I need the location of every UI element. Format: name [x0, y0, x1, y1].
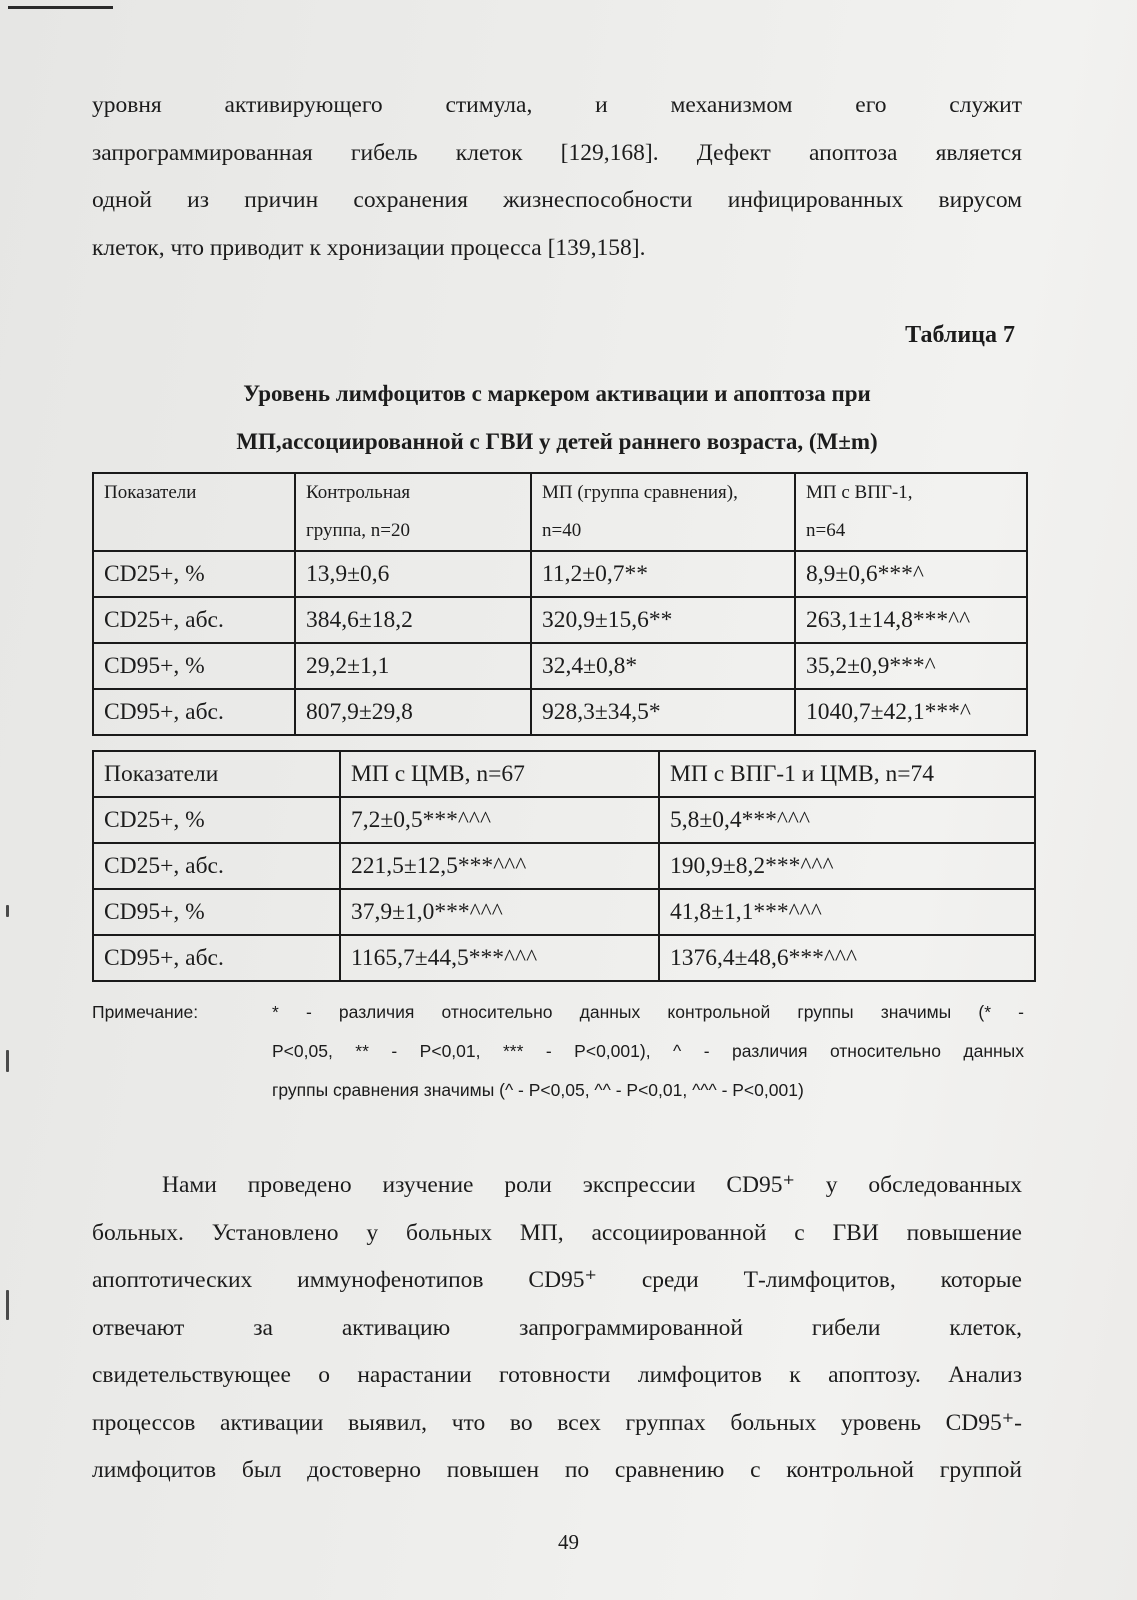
table-cell: 32,4±0,8* — [531, 643, 795, 689]
note-label: Примечание: — [92, 1002, 199, 1022]
paragraph-intro — [92, 82, 1022, 272]
data-table-2 — [92, 750, 1036, 982]
paragraph-line — [92, 82, 1022, 130]
word: отвечают — [92, 1314, 185, 1341]
table-title-line: Уровень лимфоцитов с маркером активации и апоптоза при — [243, 381, 871, 406]
table-cell: CD25+, абс. — [93, 843, 340, 889]
header-cell: Контрольная группа, n=20 — [295, 473, 531, 551]
table-cell: 8,9±0,6***^ — [795, 551, 1027, 597]
table-cell: 384,6±18,2 — [295, 597, 531, 643]
table-cell: CD95+, абс. — [93, 935, 340, 981]
paragraph-line: одной из причин сохранения жизнеспособности инфицированных вирусом — [92, 187, 1022, 213]
table-cell: 11,2±0,7** — [531, 551, 795, 597]
paragraph-line: свидетельствующее о нарастании готовности лимфоцитов к апоптозу. Анализ — [92, 1362, 1022, 1388]
paragraph-line: запрограммированная гибель клеток [129,168]. Дефект апоптоза является — [92, 139, 1022, 166]
table-cell: CD25+, абс. — [93, 597, 295, 643]
table-cell: 1040,7±42,1***^ — [795, 689, 1027, 735]
paragraph-line: апоптотических иммунофенотипов CD95⁺ среди Т-лимфоцитов, которые — [92, 1267, 1022, 1293]
table-row — [93, 551, 1027, 597]
table-cell: 35,2±0,9***^ — [795, 643, 1027, 689]
header-cell: МП с ВПГ-1, n=64 — [795, 473, 1027, 551]
table-cell: CD95+, % — [93, 643, 295, 689]
table-cell: 13,9±0,6 — [295, 551, 531, 597]
page-number: 49 — [558, 1530, 579, 1554]
header-cell: Показатели — [93, 751, 340, 797]
table-row — [93, 643, 1027, 689]
note-line: P<0,05, ** - P<0,01, *** - P<0,001), ^ - различия относительно данных — [272, 1041, 1024, 1061]
word: и — [595, 92, 608, 118]
scan-corner-mark — [8, 6, 113, 9]
table-cell: 41,8±1,1***^^^ — [659, 889, 1035, 935]
note-text — [272, 993, 1024, 1110]
table-header-row — [93, 751, 1035, 797]
scan-edge-mark — [6, 1290, 9, 1320]
word: за — [253, 1314, 273, 1341]
word: активацию — [341, 1314, 451, 1341]
table-cell: 5,8±0,4***^^^ — [659, 797, 1035, 843]
table-row — [93, 935, 1035, 981]
header-cell: МП с ВПГ-1 и ЦМВ, n=74 — [659, 751, 1035, 797]
table-cell: 1376,4±48,6***^^^ — [659, 935, 1035, 981]
table-cell: CD95+, % — [93, 889, 340, 935]
table-cell: 928,3±34,5* — [531, 689, 795, 735]
table-title — [92, 370, 1022, 466]
word: гибели — [811, 1314, 881, 1341]
paragraph-line: больных. Установлено у больных МП, ассоциированной с ГВИ повышение — [92, 1219, 1022, 1246]
word: активирующего — [224, 92, 383, 118]
table-cell: CD95+, абс. — [93, 689, 295, 735]
word: запрограммированной — [519, 1314, 743, 1341]
table-cell: 7,2±0,5***^^^ — [340, 797, 659, 843]
header-cell: МП (группа сравнения), n=40 — [531, 473, 795, 551]
word: механизмом — [670, 92, 793, 118]
note-line: * - различия относительно данных контрольной группы значимы (* - — [272, 1002, 1024, 1022]
table-cell: 221,5±12,5***^^^ — [340, 843, 659, 889]
paragraph-line: клеток, что приводит к хронизации процесса [139,158]. — [92, 234, 646, 261]
table-row — [93, 889, 1035, 935]
note-line: группы сравнения значимы (^ - P<0,05, ^^ - P<0,01, ^^^ - P<0,001) — [272, 1080, 804, 1100]
word: уровня — [92, 92, 162, 118]
table-cell: 1165,7±44,5***^^^ — [340, 935, 659, 981]
word: его — [855, 92, 887, 118]
table-row — [93, 843, 1035, 889]
word: клеток, — [949, 1314, 1022, 1341]
paragraph-analysis — [92, 1162, 1022, 1495]
table-cell: 807,9±29,8 — [295, 689, 531, 735]
word: стимула, — [445, 92, 533, 118]
table-cell: 320,9±15,6** — [531, 597, 795, 643]
table-row — [93, 597, 1027, 643]
paragraph-line: лимфоцитов был достоверно повышен по сравнению с контрольной группой — [92, 1457, 1022, 1483]
table-cell: CD25+, % — [93, 797, 340, 843]
table-cell: 29,2±1,1 — [295, 643, 531, 689]
table-row — [93, 797, 1035, 843]
table-title-line: МП,ассоциированной с ГВИ у детей раннего возраста, (M±m) — [236, 429, 878, 454]
header-cell: МП с ЦМВ, n=67 — [340, 751, 659, 797]
scan-edge-mark — [6, 1050, 9, 1072]
data-table-1 — [92, 472, 1028, 736]
paragraph-line — [92, 1305, 1022, 1353]
table-header-row — [93, 473, 1027, 551]
table-row — [93, 689, 1027, 735]
table-label: Таблица 7 — [905, 322, 1015, 348]
paragraph-line: Нами проведено изучение роли экспрессии CD95⁺ у обследованных — [162, 1172, 1022, 1198]
header-cell: Показатели — [93, 473, 295, 551]
table-cell: 190,9±8,2***^^^ — [659, 843, 1035, 889]
scan-edge-mark — [6, 905, 9, 917]
paragraph-line: процессов активации выявил, что во всех группах больных уровень CD95⁺- — [92, 1409, 1022, 1436]
table-cell: 37,9±1,0***^^^ — [340, 889, 659, 935]
table-cell: 263,1±14,8***^^ — [795, 597, 1027, 643]
word: служит — [949, 92, 1022, 118]
table-cell: CD25+, % — [93, 551, 295, 597]
